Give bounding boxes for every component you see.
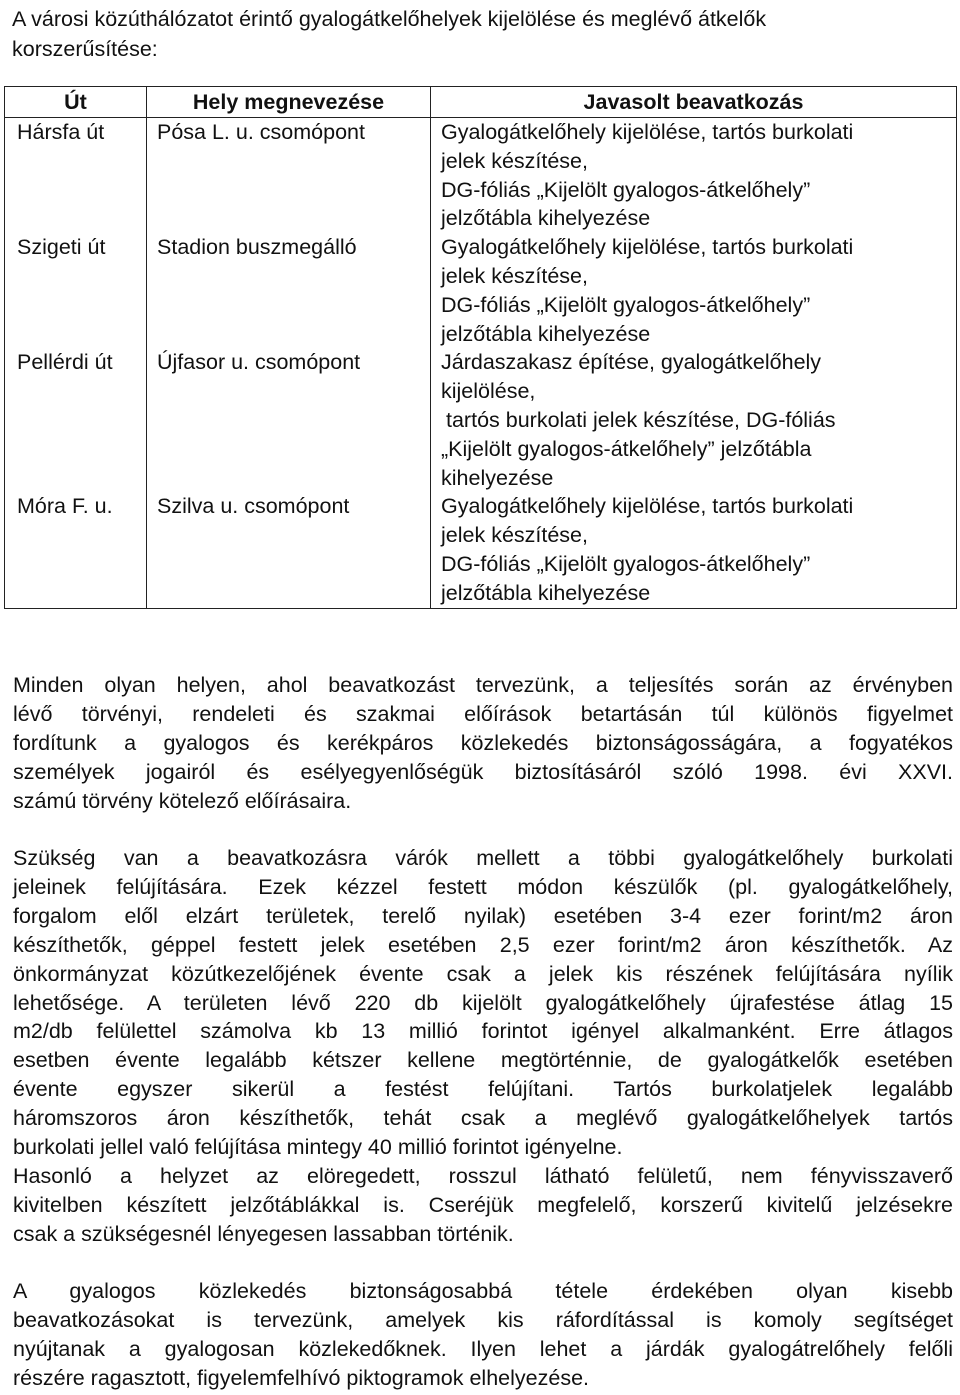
cell-line: jelzőtábla kihelyezése xyxy=(441,321,651,346)
table-row xyxy=(5,233,957,348)
cell-beavatkozas xyxy=(431,348,957,492)
cell-line: Gyalogátkelőhely kijelölése, tartós burkolati xyxy=(441,120,854,144)
paragraph-line: fordítunk a gyalogos és kerékpáros közlekedés biztonságosságára, a fogyatékos xyxy=(13,730,953,755)
paragraph-line: Hasonló a helyzet az elöregedett, rosszul látható felületű, nem fényvisszaverő xyxy=(13,1163,953,1188)
table-header xyxy=(5,87,957,118)
cell-hely: Újfasor u. csomópont xyxy=(147,348,431,492)
intervention-table xyxy=(4,86,957,609)
table-body xyxy=(5,118,957,609)
cell-line: „Kijelölt gyalogos-átkelőhely” jelzőtábla xyxy=(441,436,812,461)
paragraph-line: kivitelben készített jelzőtáblákkal is. Cseréjük megfelelő, korszerű kivitelű jelzésekre xyxy=(13,1192,953,1217)
page-heading xyxy=(12,4,942,64)
cell-line: kijelölése, xyxy=(441,379,536,404)
paragraph-line: önkormányzat közútkezelőjének évente csak a jelek kis részének felújítására nyílik xyxy=(13,961,953,986)
cell-line: DG-fóliás „Kijelölt gyalogos-átkelőhely” xyxy=(441,551,811,576)
cell-hely: Stadion buszmegálló xyxy=(147,233,431,348)
heading-line: korszerűsítése: xyxy=(12,37,158,61)
cell-hely: Szilva u. csomópont xyxy=(147,492,431,608)
paragraph-line: nyújtanak a gyalogosan közlekedőknek. Ilyen lehet a járdák gyalogátrelőhely felőli xyxy=(13,1336,953,1361)
paragraph-line: számú törvény kötelező előírásaira. xyxy=(13,788,352,813)
cell-line: kihelyezése xyxy=(441,465,554,490)
cell-line: jelek készítése, xyxy=(441,148,588,173)
cell-line: DG-fóliás „Kijelölt gyalogos-átkelőhely” xyxy=(441,177,811,202)
paragraph-line: részére ragasztott, figyelemfelhívó piktogramok elhelyezése. xyxy=(13,1365,589,1390)
cell-ut: Pellérdi út xyxy=(17,350,113,375)
cell-line: jelek készítése, xyxy=(441,523,588,548)
paragraph-line: m2/db felülettel számolva kb 13 millió forintot igényel alkalmanként. Erre átlagos xyxy=(13,1019,953,1044)
paragraph-line: jeleinek felújítására. Ezek kézzel festett módon készülők (pl. gyalogátkelőhely, xyxy=(13,874,953,899)
paragraph-line: esetben évente legalább kétszer kellene megtörténnie, de gyalogátkelők esetében xyxy=(13,1048,953,1073)
cell-line: Járdaszakasz építése, gyalogátkelőhely xyxy=(441,350,822,375)
paragraph-line: Szükség van a beavatkozásra várók mellett a többi gyalogátkelőhely burkolati xyxy=(13,846,953,870)
paragraph-line: beavatkozásokat is tervezünk, amelyek kis ráfordítással is komoly segítséget xyxy=(13,1307,953,1332)
cell-line: jelzőtábla kihelyezése xyxy=(441,206,651,231)
paragraph-line: évente egyszer sikerül a festést felújítani. Tartós burkolatjelek legalább xyxy=(13,1077,953,1102)
paragraph-pictograms xyxy=(13,1277,953,1393)
cell-line: jelek készítése, xyxy=(441,263,588,288)
heading-line: A városi közúthálózatot érintő gyalogátkelőhelyek kijelölése és meglévő átkelők xyxy=(12,7,767,31)
paragraph-line: csak a szükségesnél lényegesen lassabban történik. xyxy=(13,1221,514,1246)
column-header-hely: Hely megnevezése xyxy=(147,87,431,118)
paragraph-line: burkolati jellel való felújítása mintegy 40 millió forintot igényelne. xyxy=(13,1135,623,1160)
paragraph-line: lehetősége. A területen lévő 220 db kijelölt gyalogátkelőhely újrafestése átlag 15 xyxy=(13,990,953,1015)
cell-ut: Móra F. u. xyxy=(17,494,113,519)
paragraph-line: háromszoros áron készíthetők, tehát csak a meglévő gyalogátkelőhelyek tartós xyxy=(13,1106,953,1131)
table-row xyxy=(5,348,957,492)
paragraph-renewal xyxy=(13,844,953,1249)
cell-ut: Szigeti út xyxy=(17,235,106,260)
paragraph-line: készíthetők, géppel festett jelek esetében 2,5 ezer forint/m2 áron készíthetők. Az xyxy=(13,932,953,957)
cell-beavatkozas xyxy=(431,233,957,348)
cell-line: DG-fóliás „Kijelölt gyalogos-átkelőhely” xyxy=(441,292,811,317)
paragraph-line: lévő törvényi, rendeleti és szakmai előírások betartásán túl különös figyelmet xyxy=(13,701,953,726)
cell-ut: Hársfa út xyxy=(17,120,105,144)
cell-line: tartós burkolati jelek készítése, DG-fóliás xyxy=(446,407,836,432)
paragraph-legal xyxy=(13,671,953,816)
paragraph-line: Minden olyan helyen, ahol beavatkozást tervezünk, a teljesítés során az érvényben xyxy=(13,673,953,697)
table-row xyxy=(5,492,957,608)
cell-hely: Pósa L. u. csomópont xyxy=(147,118,431,234)
cell-line: Gyalogátkelőhely kijelölése, tartós burkolati xyxy=(441,494,854,519)
cell-line: jelzőtábla kihelyezése xyxy=(441,580,651,605)
column-header-ut: Út xyxy=(5,87,147,118)
cell-beavatkozas xyxy=(431,492,957,608)
table-row xyxy=(5,118,957,234)
paragraph-line: forgalom elől elzárt területek, terelő nyilak) esetében 3-4 ezer forint/m2 áron xyxy=(13,903,953,928)
paragraph-line: A gyalogos közlekedés biztonságosabbá tétele érdekében olyan kisebb xyxy=(13,1279,953,1303)
column-header-beavatkozas: Javasolt beavatkozás xyxy=(431,87,957,118)
cell-beavatkozas xyxy=(431,118,957,234)
cell-line: Gyalogátkelőhely kijelölése, tartós burkolati xyxy=(441,235,854,260)
paragraph-line: személyek jogairól és esélyegyenlőségük biztosításáról szóló 1998. évi XXVI. xyxy=(13,759,953,784)
